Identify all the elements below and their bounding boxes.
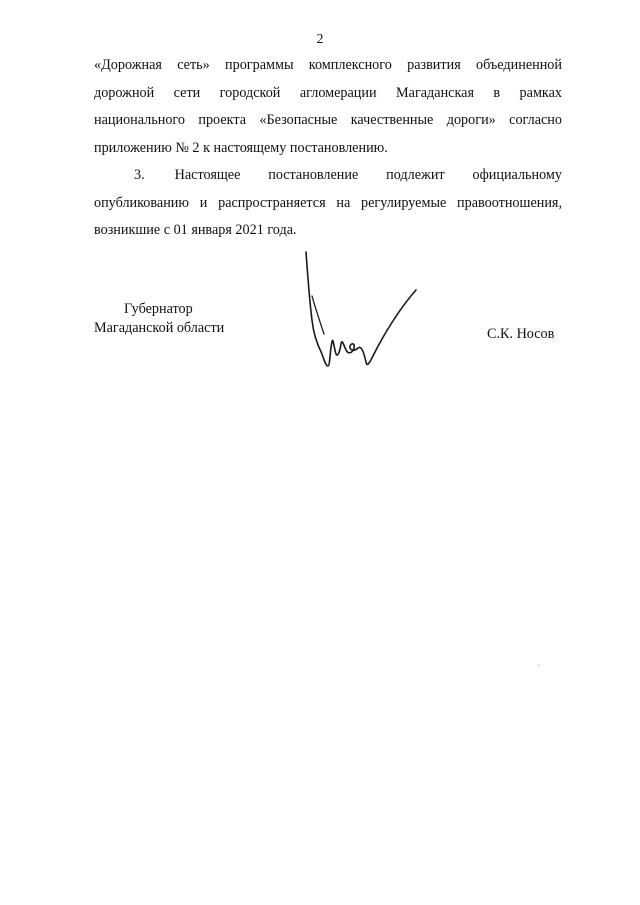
paragraph-line: дорожной сети городской агломерации Магаданская в рамках xyxy=(94,84,562,101)
paragraph-line: национального проекта «Безопасные качественные дороги» согласно xyxy=(94,112,562,128)
signatory-title xyxy=(94,300,274,338)
clause-first-line: Настоящее постановление подлежит официальному xyxy=(174,167,562,183)
page-number: 2 xyxy=(316,32,324,47)
clause-number: 3. xyxy=(134,167,145,183)
handwritten-signature xyxy=(300,250,430,375)
signatory-title-line-2: Магаданской области xyxy=(94,320,225,336)
scan-speck xyxy=(538,665,539,666)
paragraph-line: «Дорожная сеть» программы комплексного развития объединенной xyxy=(94,57,562,73)
signatory-name: С.К. Носов xyxy=(487,326,555,342)
paragraph-line: возникшие с 01 января 2021 года. xyxy=(94,222,297,238)
signatory-title-line-1: Губернатор xyxy=(124,301,193,317)
paragraph-line: приложению № 2 к настоящему постановлению. xyxy=(94,139,388,156)
paragraph-line: опубликованию и распространяется на регулируемые правоотношения, xyxy=(94,194,562,211)
